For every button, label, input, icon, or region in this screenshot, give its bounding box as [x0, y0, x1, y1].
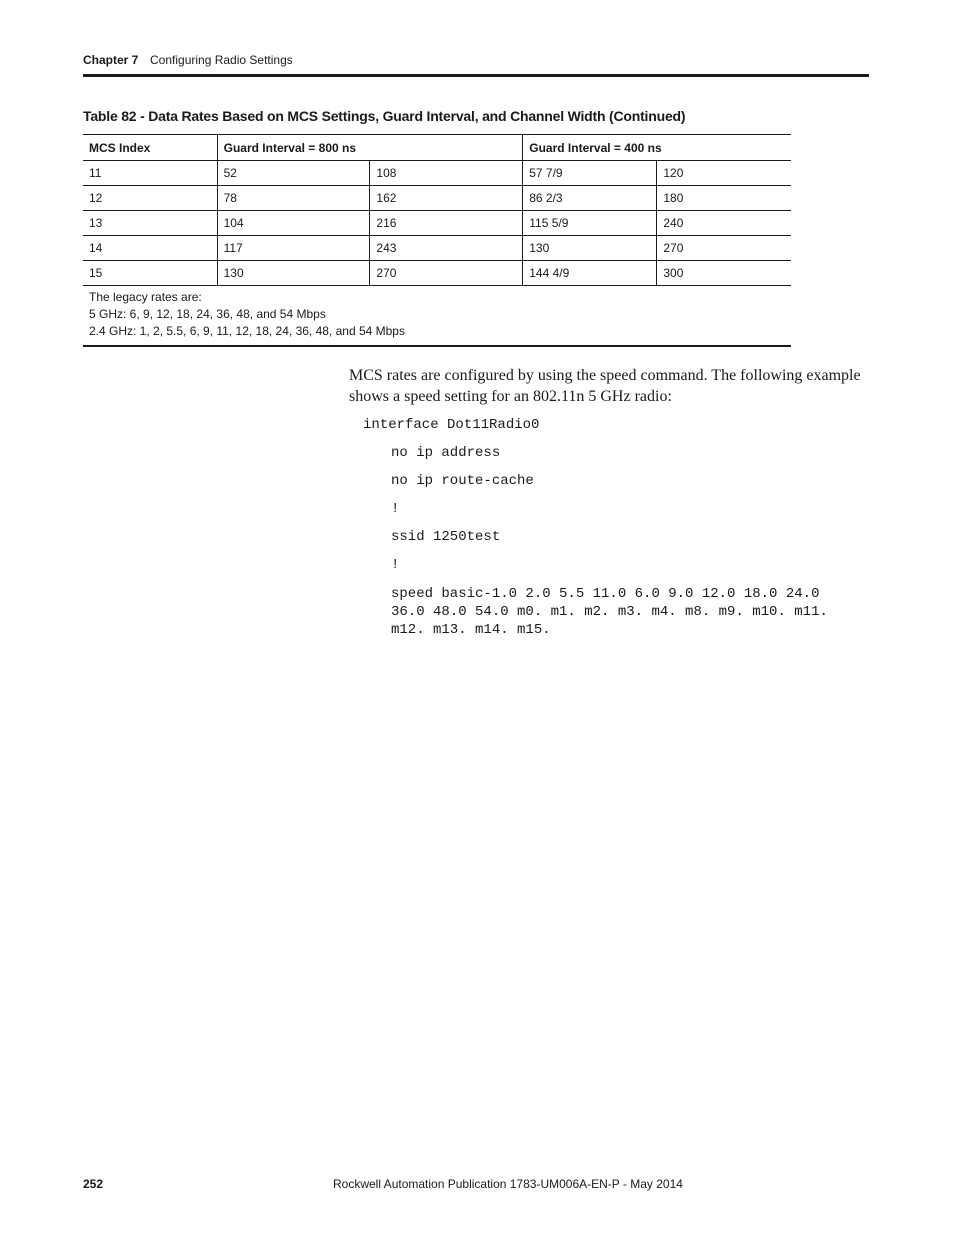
code-block-speed: speed basic-1.0 2.0 5.5 11.0 6.0 9.0 12.0 18.0 24.0 36.0 48.0 54.0 m0. m1. m2. m3. m4. m8. m9. m10. m11. m12. m13. m14. m15. — [391, 586, 828, 638]
table-cell: 300 — [657, 261, 791, 286]
table-row — [83, 211, 791, 236]
header-guard-400: Guard Interval = 400 ns — [523, 135, 791, 161]
table-cell: 115 5/9 — [523, 211, 657, 236]
code-line: ! — [391, 557, 400, 573]
table-header-row — [83, 135, 791, 161]
table-cell: 216 — [370, 211, 523, 236]
table-row — [83, 186, 791, 211]
table-cell: 78 — [217, 186, 370, 211]
table-cell: 57 7/9 — [523, 161, 657, 186]
table-cell: 104 — [217, 211, 370, 236]
table-cell: 144 4/9 — [523, 261, 657, 286]
table-cell: 14 — [83, 236, 217, 261]
table-cell: 270 — [370, 261, 523, 286]
table-cell: 108 — [370, 161, 523, 186]
table-cell: 130 — [523, 236, 657, 261]
header-mcs-index: MCS Index — [83, 135, 217, 161]
table-cell: 11 — [83, 161, 217, 186]
code-line: ssid 1250test — [391, 529, 501, 545]
note-line: 2.4 GHz: 1, 2, 5.5, 6, 9, 11, 12, 18, 24, 36, 48, and 54 Mbps — [89, 324, 405, 338]
table-cell: 13 — [83, 211, 217, 236]
table-cell: 240 — [657, 211, 791, 236]
code-line: no ip address — [391, 445, 501, 461]
chapter-number: Chapter 7 — [83, 53, 139, 67]
page-header — [83, 53, 869, 75]
legacy-rates-note — [89, 289, 405, 340]
table-cell: 180 — [657, 186, 791, 211]
table-cell: 117 — [217, 236, 370, 261]
table-caption: Table 82 - Data Rates Based on MCS Settings, Guard Interval, and Channel Width (Continued) — [83, 108, 686, 124]
table-cell: 270 — [657, 236, 791, 261]
publication-info: Rockwell Automation Publication 1783-UM006A-EN-P - May 2014 — [333, 1177, 683, 1191]
body-paragraph: MCS rates are configured by using the speed command. The following example shows a speed setting for an 802.11n 5 GHz radio: — [349, 367, 861, 405]
code-line: no ip route-cache — [391, 473, 534, 489]
table-row — [83, 161, 791, 186]
table-row — [83, 236, 791, 261]
page-number: 252 — [83, 1177, 104, 1191]
table-cell: 243 — [370, 236, 523, 261]
note-line: The legacy rates are: — [89, 290, 202, 304]
header-rule — [83, 74, 869, 77]
chapter-title: Configuring Radio Settings — [150, 53, 293, 67]
table-cell: 120 — [657, 161, 791, 186]
table-cell: 162 — [370, 186, 523, 211]
code-line: interface Dot11Radio0 — [363, 417, 540, 433]
table-row — [83, 261, 791, 286]
table-cell: 12 — [83, 186, 217, 211]
table-cell: 86 2/3 — [523, 186, 657, 211]
table-cell: 130 — [217, 261, 370, 286]
note-line: 5 GHz: 6, 9, 12, 18, 24, 36, 48, and 54 Mbps — [89, 307, 326, 321]
data-rates-table — [83, 135, 791, 286]
code-line: ! — [391, 501, 400, 517]
table-cell: 15 — [83, 261, 217, 286]
table-cell: 52 — [217, 161, 370, 186]
table-bottom-rule — [83, 345, 791, 347]
header-guard-800: Guard Interval = 800 ns — [217, 135, 523, 161]
